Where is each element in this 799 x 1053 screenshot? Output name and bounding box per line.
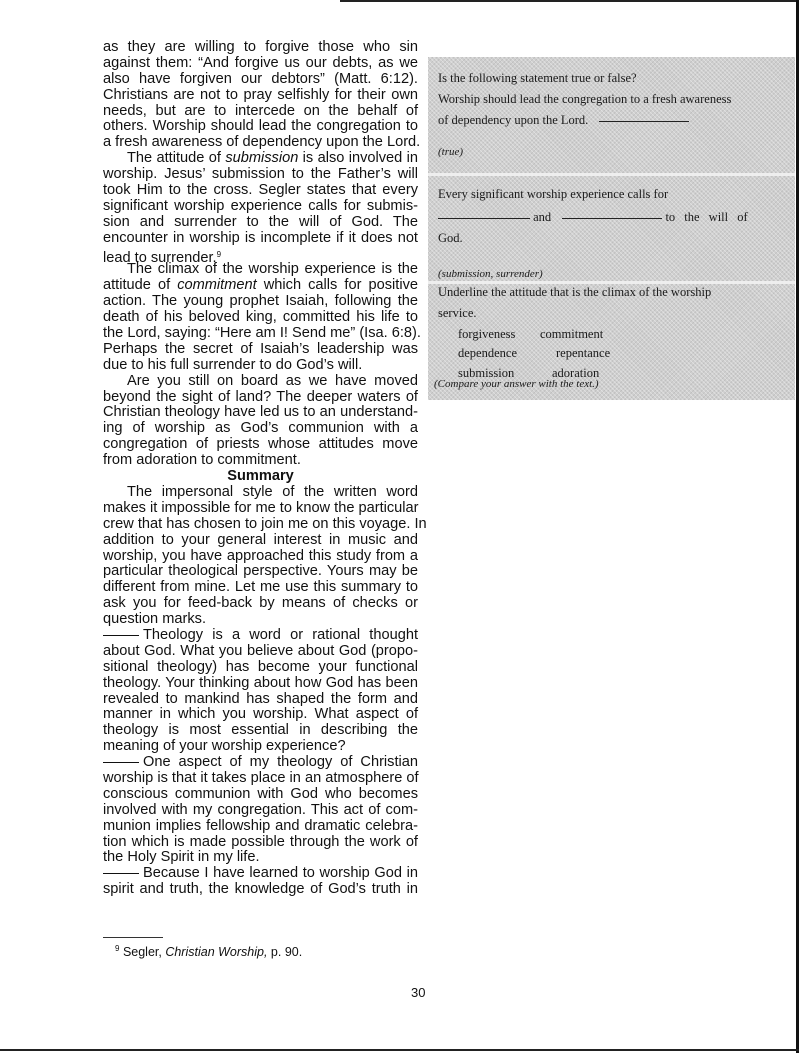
q2-blank-1[interactable] xyxy=(438,218,530,219)
footnote-rule xyxy=(103,937,163,938)
text-line xyxy=(103,374,418,390)
text-line xyxy=(103,771,418,787)
text-segment: congregation of priests whose attitudes move xyxy=(103,436,418,453)
text-segment: crew that has chosen to join me on this voyage. In xyxy=(103,515,427,532)
text-line xyxy=(103,882,418,898)
text-line xyxy=(103,612,418,628)
study-sidebar xyxy=(428,57,795,400)
text-segment: against them: “And forgive us our debts, as we xyxy=(103,54,418,71)
text-line xyxy=(103,533,418,549)
section-heading xyxy=(103,469,418,485)
text-segment: Summary xyxy=(227,468,294,485)
text-line xyxy=(103,56,418,72)
text-line xyxy=(103,390,418,406)
text-line xyxy=(103,199,418,215)
question-true-false xyxy=(438,71,787,158)
text-line xyxy=(103,262,418,278)
text-line xyxy=(103,437,418,453)
text-segment: meaning of your worship experience? xyxy=(103,738,346,755)
text-segment: a fresh awareness of dependency upon the Lord. xyxy=(103,134,421,151)
text-segment: which calls for positive xyxy=(256,277,418,294)
text-segment: worship is that it takes place in an atmosphere of xyxy=(103,769,419,786)
text-line xyxy=(103,325,421,342)
option-adoration[interactable]: adoration xyxy=(552,366,600,380)
q1-answer: (true) xyxy=(438,146,464,158)
text-line xyxy=(103,40,418,56)
text-segment: The attitude of xyxy=(127,150,226,167)
text-line xyxy=(103,723,418,739)
text-segment: Are you still on board as we have moved xyxy=(127,372,418,389)
text-segment: about God. What you believe about God (propo- xyxy=(103,642,418,659)
text-line xyxy=(103,692,418,708)
text-segment: lead to surrender. xyxy=(103,249,217,266)
text-segment: particular theological perspective. Yours may be xyxy=(103,563,418,580)
text-line xyxy=(103,803,418,819)
text-segment: theology. Your thinking about how God has been xyxy=(103,674,418,691)
text-line xyxy=(103,819,418,835)
text-segment: significant worship experience calls for submis- xyxy=(103,197,418,214)
text-line xyxy=(103,835,418,851)
text-line xyxy=(103,787,418,803)
text-segment: action. The young prophet Isaiah, following the xyxy=(103,293,418,310)
text-segment: others. Worship should lead the congregation to xyxy=(103,118,418,135)
text-segment: attitude of xyxy=(103,277,178,294)
text-segment: addition to your general interest in music and xyxy=(103,531,418,548)
section-divider xyxy=(428,281,795,284)
footnote xyxy=(115,944,302,959)
text-line xyxy=(103,564,418,580)
text-segment: question marks. xyxy=(103,611,207,628)
text-segment: theology is most essential in describing the xyxy=(103,722,418,739)
q3-line2: service. xyxy=(438,306,477,320)
text-segment: The impersonal style of the written word xyxy=(127,483,418,500)
text-segment: tion which is made possible through the work of xyxy=(103,833,418,850)
text-segment: encounter in worship is incomplete if it does not xyxy=(103,229,418,246)
text-line xyxy=(103,183,418,199)
text-line xyxy=(103,580,418,596)
text-segment: from adoration to commitment. xyxy=(103,452,301,469)
option-dependence[interactable]: dependence xyxy=(458,346,517,360)
question-underline xyxy=(434,285,787,397)
text-segment: sion and surrender to the will of God. The xyxy=(103,213,418,230)
text-segment: took Him to the cross. Segler states that every xyxy=(103,182,418,199)
section-divider xyxy=(428,173,795,176)
text-segment: Christian theology have led us to an understand- xyxy=(103,404,418,421)
text-segment: also have forgiven our debtors” (Matt. 6:12). xyxy=(103,70,418,87)
text-line xyxy=(103,421,418,437)
text-line xyxy=(103,358,418,374)
text-segment: manner in which you worship. What aspect of xyxy=(103,706,418,723)
text-segment: munion implies fellowship and dramatic celebra- xyxy=(103,817,418,834)
q2-line3: God. xyxy=(438,231,463,245)
text-segment: due to his full surrender to do God’s will. xyxy=(103,356,363,373)
text-line xyxy=(103,310,418,326)
footnote-mark: 9 xyxy=(115,944,120,953)
main-text-column xyxy=(103,39,427,898)
text-line xyxy=(103,104,418,120)
text-line xyxy=(103,278,418,294)
text-line xyxy=(103,596,418,612)
text-line xyxy=(103,453,418,469)
text-segment: makes it impossible for me to know the particular xyxy=(103,499,419,516)
feedback-check-blank[interactable] xyxy=(103,635,139,636)
option-forgiveness[interactable]: forgiveness xyxy=(458,327,516,341)
text-line xyxy=(103,755,418,771)
text-segment: worship. Jesus’ submission to the Father’s will xyxy=(103,166,418,183)
page-number: 30 xyxy=(411,985,426,1000)
text-segment: Because I have learned to worship God in xyxy=(143,865,418,882)
text-segment: Perhaps the secret of Isaiah’s leadership was xyxy=(103,340,418,357)
text-line xyxy=(103,485,418,501)
option-repentance[interactable]: repentance xyxy=(556,346,611,360)
text-segment: ask you for feed-back by means of checks or xyxy=(103,595,418,612)
text-line xyxy=(103,707,418,723)
footnote-reference: 9 xyxy=(216,249,222,259)
feedback-check-blank[interactable] xyxy=(103,873,139,874)
text-segment: the Lord, saying: “Here am I! Send me” (Isa. 6:8). xyxy=(103,325,421,342)
text-segment: Theology is a word or rational thought xyxy=(143,626,418,643)
footnote-title: Christian Worship, xyxy=(165,945,268,959)
text-segment: death of his beloved king, committed his life to xyxy=(103,309,418,326)
text-segment: conscious communion with God who becomes xyxy=(103,785,418,802)
text-segment: needs, but are to intercede on the behalf of xyxy=(103,102,418,119)
text-line xyxy=(103,167,418,183)
text-segment: different from mine. Let me use this summary to xyxy=(103,579,418,596)
text-line xyxy=(103,515,427,533)
bottom-border xyxy=(0,1049,799,1051)
q1-answer-blank[interactable] xyxy=(599,121,689,122)
text-line xyxy=(103,866,418,882)
text-segment: is also involved in xyxy=(298,150,419,167)
text-segment: worship, you have approached this study from a xyxy=(103,547,418,564)
text-line xyxy=(103,660,418,676)
text-segment: spirit and truth, the knowledge of God’s truth in xyxy=(103,881,418,898)
text-line xyxy=(103,501,418,517)
text-line xyxy=(103,88,418,104)
text-segment: beyond the sight of land? The deeper waters of xyxy=(103,388,418,405)
q1-statement-line1: Worship should lead the congregation to a fresh awareness xyxy=(438,92,732,106)
text-segment: One aspect of my theology of Christian xyxy=(143,754,418,771)
text-line xyxy=(103,151,418,167)
text-line xyxy=(103,676,418,692)
emphasized-word: submission xyxy=(225,150,299,167)
text-segment: sitional theology) has become your functional xyxy=(103,658,418,675)
q2-and: and xyxy=(533,210,552,224)
q2-line1: Every significant worship experience calls for xyxy=(438,187,669,201)
text-segment: the Holy Spirit in my life. xyxy=(103,849,260,866)
text-line xyxy=(103,119,418,135)
text-segment: as they are willing to forgive those who sin xyxy=(103,39,418,55)
text-line xyxy=(103,405,418,421)
q1-statement-line2: of dependency upon the Lord. xyxy=(438,113,589,127)
text-segment: Christians are not to pray selfishly for their own xyxy=(103,86,418,103)
text-segment: The climax of the worship experience is the xyxy=(127,261,418,278)
text-line xyxy=(103,215,418,231)
text-line xyxy=(103,628,418,644)
q2-blank-2[interactable] xyxy=(562,218,662,219)
text-segment: ing of worship as God’s communion with a xyxy=(103,420,418,437)
text-line xyxy=(103,342,418,358)
feedback-check-blank[interactable] xyxy=(103,762,139,763)
q2-tail: to the will of xyxy=(665,210,748,224)
option-submission[interactable]: submission xyxy=(458,366,515,380)
text-line xyxy=(103,134,421,151)
q1-prompt: Is the following statement true or false? xyxy=(438,71,637,85)
option-commitment[interactable]: commitment xyxy=(540,327,604,341)
text-segment: involved with my congregation. This act of com- xyxy=(103,801,418,818)
text-line xyxy=(103,739,418,755)
text-line xyxy=(103,294,418,310)
footnote-page: p. 90. xyxy=(267,945,303,959)
text-line xyxy=(103,231,418,247)
q2-answer: (submission, surrender) xyxy=(438,268,543,280)
q3-answer: (Compare your answer with the text.) xyxy=(434,378,599,390)
text-line xyxy=(103,644,418,660)
text-line xyxy=(103,72,418,88)
text-line xyxy=(103,247,418,266)
text-line xyxy=(103,549,418,565)
q3-line1: Underline the attitude that is the climax of the worship xyxy=(438,285,712,299)
text-line xyxy=(103,850,418,866)
text-segment: revealed to mankind has shaped the form and xyxy=(103,690,418,707)
footnote-author: Segler, xyxy=(122,945,166,959)
top-border xyxy=(340,0,799,2)
question-fill-in xyxy=(438,187,787,280)
emphasized-word: commitment xyxy=(177,277,257,294)
